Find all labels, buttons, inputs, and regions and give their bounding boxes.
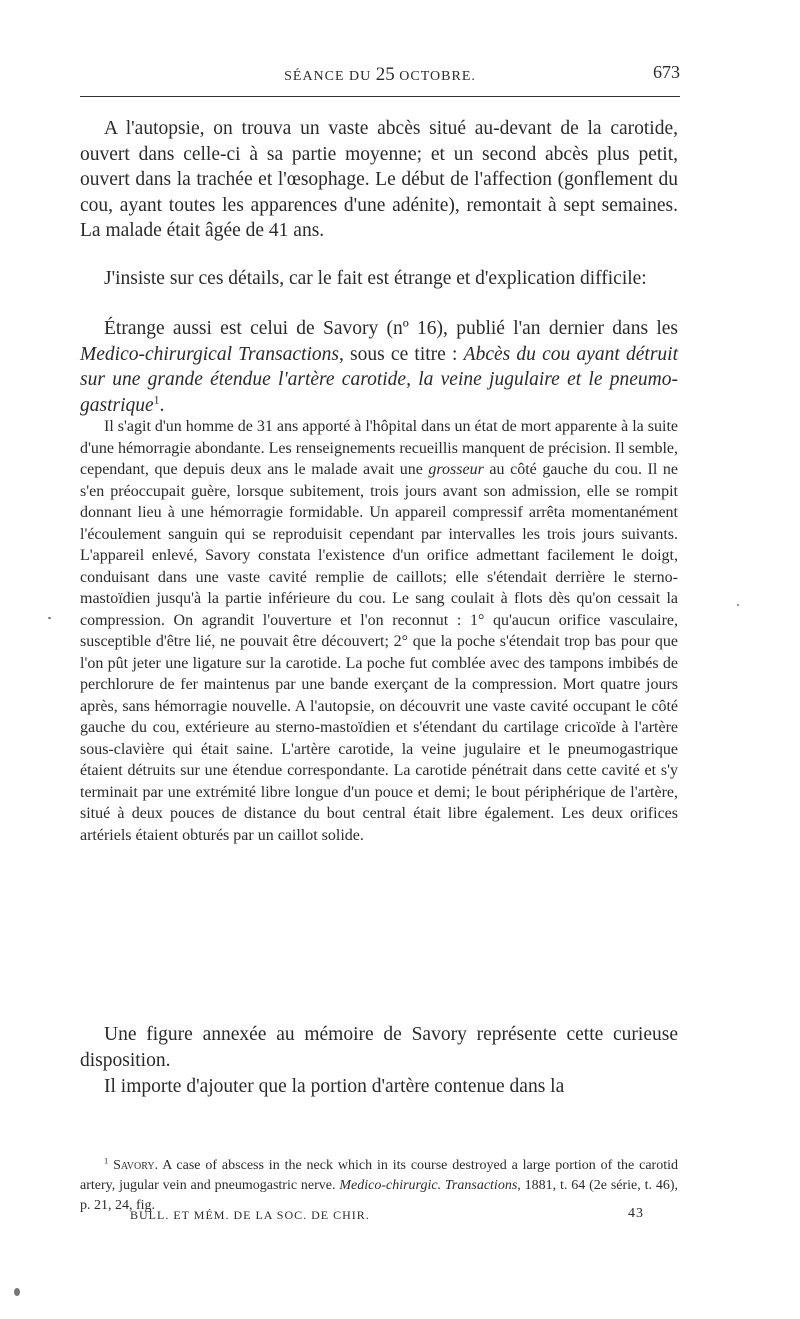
running-title (80, 64, 680, 86)
case-report-text: Il s'agit d'un homme de 31 ans apporté à l'hôpital dans un état de mort apparente à la suite d'une hémorragie abondante. Les renseignements recueillis manquent de précision. Il semble, cependant, que depuis deux ans le malade avait une (80, 418, 678, 478)
footnote-text: . A case of abscess in the neck which in its course destroyed a large portion of the carotid artery, jugular vein and pneumogastric nerve. (80, 1158, 679, 1193)
page-number: 673 (653, 62, 680, 82)
paragraph-details (80, 266, 678, 292)
article-title: Abcès du cou ayant détruit sur une grande étendue l'artère carotide, la veine jugulaire et le pneumo-gastrique (80, 343, 678, 416)
savory-intro-end: . (159, 394, 165, 416)
footnote-journal: Medico-chirurgic. Transactions (339, 1178, 518, 1193)
paragraph-autopsy (80, 116, 678, 244)
paragraph-savory-intro (80, 316, 678, 418)
case-report-emphasis: grosseur (428, 461, 484, 478)
figure-note-text: Une figure annexée au mémoire de Savory représente cette curieuse disposition. (80, 1024, 678, 1071)
paragraph-figure-note (80, 1022, 678, 1073)
signature-left: BULL. ET MÉM. DE LA SOC. DE CHIR. (130, 1208, 370, 1222)
savory-intro-text: Étrange aussi est celui de Savory (nº 16), publié l'an dernier dans les (104, 318, 678, 339)
running-title-month: OCTOBRE. (394, 69, 476, 84)
footnote-marker: 1 (104, 1156, 109, 1166)
case-report-text-2: au côté gauche du cou. Il ne s'en préoccupait guère, lorsque subitement, trois jours avant son admission, elle se rompit donnant lieu à une hémorragie formidable. Un appareil compressif arrêta momentanément l'écoulement sanguin qui se reproduisit cependant par intervalles les trois jours suivants. L'appareil enlevé, Savory constata l'existence d'un orifice admettant facilement le doigt, conduisant dans une vaste cavité remplie de caillots; elle s'étendait derrière le sterno-mastoïdien jusqu'à la partie inférieure du cou. Le sang coulait à flots dès qu'on cessait la compression. On agrandit l'ouverture et l'on reconnut : 1° qu'aucun orifice vasculaire, susceptible d'être lié, ne pouvait être découvert; 2° que la poche s'étendait trop bas pour que l'on pût jeter une ligature sur la carotide. La poche fut comblée avec des tampons imbibés de perchlorure de fer maintenus par une bande exerçant de la compression. Mort quatre jours après, sans hémorragie nouvelle. A l'autopsie, on découvrit une vaste cavité occupant le côté gauche du cou, extérieure au sterno-mastoïdien et s'étendant du cartilage cricoïde à l'artère sous-clavière qui était saine. L'artère carotide, la veine jugulaire et le pneumogastrique étaient détruits sur une étendue correspondante. La carotide pénétrait dans cette cavité et s'y terminait par une extrémité libre longue d'un pouce et demi; le bout périphérique de l'artère, situé à deux pouces de distance du bout central était libre également. Les deux orifices artériels étaient obturés par un caillot solide. (80, 461, 679, 844)
scan-speck (48, 617, 51, 619)
journal-title: Medico-chirurgical Transactions (80, 343, 339, 365)
header-rule (80, 96, 680, 97)
signature-line (80, 1206, 680, 1226)
footnote-reference: 1 (153, 393, 160, 407)
running-head (80, 60, 680, 88)
paragraph-case-report (80, 416, 678, 846)
scan-speck (737, 604, 739, 606)
footnote-author: Savory (113, 1158, 155, 1173)
scan-speck (14, 1288, 20, 1296)
running-title-text: SÉANCE DU (284, 69, 376, 84)
paragraph-autopsy-text: A l'autopsie, on trouva un vaste abcès situé au-devant de la carotide, ouvert dans celle-ci à sa partie moyenne; et un second abcès plus petit, ouvert dans la trachée et l'œsophage. Le début de l'affection (gonflement du cou, ayant toutes les apparences d'une adénite), remontait à sept semaines. La malade était âgée de 41 ans. (80, 118, 678, 242)
paragraph-details-text: J'insiste sur ces détails, car le fait est étrange et d'explication difficile: (104, 268, 647, 289)
continuation-text: Il importe d'ajouter que la portion d'artère contenue dans la (104, 1076, 565, 1097)
signature-number: 43 (628, 1206, 644, 1221)
footnote-text-2: , 1881, t. 64 (2e série, t. 46), p. 21, 24, fig. (80, 1178, 679, 1213)
running-title-date: 25 (375, 64, 395, 85)
savory-intro-text-2: , sous ce titre : (338, 343, 464, 365)
paragraph-continuation (80, 1074, 678, 1100)
